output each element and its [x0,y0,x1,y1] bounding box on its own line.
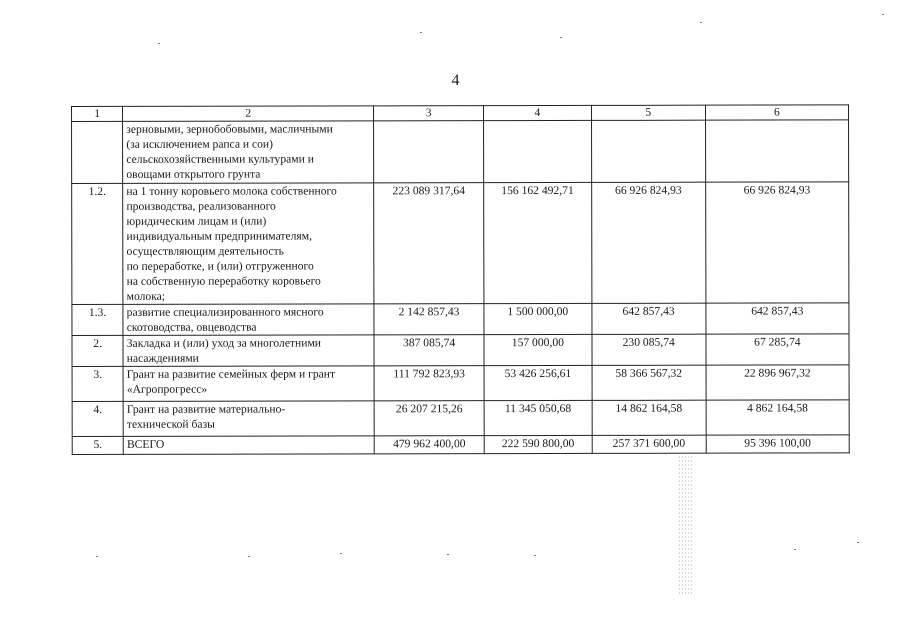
scan-speck [420,32,422,33]
row-value-col6: 66 926 824,93 [705,182,849,303]
header-col-2: 2 [123,106,374,122]
row-value-col4: 11 345 050,68 [484,400,592,435]
row-name-line: «Агропрогресс» [126,382,208,396]
page-number: 4 [451,72,460,89]
table-row [72,365,849,402]
row-name [123,183,374,305]
table-row [72,400,849,437]
row-number: 3. [72,366,123,401]
row-value-col4: 157 000,00 [484,334,592,365]
row-value-col3: 26 207 215,26 [374,401,484,436]
row-name-line: на 1 тонну коровьего молока собственного [126,184,337,198]
row-name [123,335,374,367]
scan-speck [248,556,250,557]
scan-speck [96,556,98,557]
row-value-col5: 642 857,43 [592,303,706,334]
row-value-col6 [705,120,848,182]
row-name [123,366,374,402]
row-value-col6: 67 285,74 [706,334,849,365]
row-value-col5: 66 926 824,93 [591,182,705,303]
scan-speck [340,553,342,554]
row-value-col4: 222 590 800,00 [484,435,592,453]
row-name-line: скотоводства, овцеводства [126,320,257,334]
row-name-line: развитие специализированного мясного [126,305,324,319]
table-row [72,334,849,367]
row-name-line: овощами открытого грунта [126,167,261,181]
table-row-total [72,435,849,455]
row-value-col3 [374,121,484,183]
scan-speck [158,43,160,44]
row-value-col5 [591,120,705,182]
row-number: 1.2. [72,183,123,304]
row-name [123,121,374,184]
row-name-line: ВСЕГО [126,437,165,451]
row-name-line: Закладка и (или) уход за многолетними [126,336,322,350]
row-value-col3: 479 962 400,00 [374,436,484,454]
row-name-line: сельскохозяйственными культурами и [126,152,314,166]
row-name-line: насаждениями [126,351,199,365]
row-name-line: (за исключением рапса и сои) [126,137,274,151]
row-name-line: индивидуальным предпринимателям, [126,229,312,243]
table-row [72,303,849,336]
row-name-line: по переработке, и (или) отгруженного [126,259,314,273]
row-value-col4 [484,120,592,182]
row-name-line: юридическим лицам и (или) [126,214,267,228]
row-value-col3: 223 089 317,64 [374,183,484,304]
row-value-col3: 2 142 857,43 [374,304,484,335]
scan-noise [678,455,692,595]
header-col-5: 5 [591,105,705,120]
row-name [123,401,374,437]
row-number: 1.3. [72,304,123,335]
scan-speck [857,542,859,543]
row-value-col4: 53 426 256,61 [484,365,592,400]
header-row [72,105,849,122]
header-col-3: 3 [374,106,484,121]
header-col-4: 4 [484,105,592,120]
table-body [72,120,850,455]
row-value-col4: 156 162 492,71 [484,182,592,303]
table-row [72,182,849,305]
row-value-col4: 1 500 000,00 [484,303,592,334]
row-value-col5: 14 862 164,58 [592,400,706,435]
row-value-col3: 387 085,74 [374,335,484,366]
row-name-line: зерновыми, зернобобовыми, масличными [126,122,333,136]
table-header [72,105,849,122]
table-row [72,120,849,184]
row-name-line: Грант на развитие материально- [126,402,286,416]
row-value-col6: 4 862 164,58 [706,400,849,435]
row-value-col6: 22 896 967,32 [706,365,849,400]
row-name-line: Грант на развитие семейных ферм и грант [126,367,336,381]
header-col-6: 6 [705,105,848,120]
row-name-line: производства, реализованного [126,199,276,213]
row-number: 5. [72,436,123,454]
scan-speck [560,37,562,38]
budget-table [71,104,850,455]
row-name-line: технической базы [126,417,215,431]
row-value-col5: 230 085,74 [592,334,706,365]
scan-speck [700,22,702,23]
row-value-col5: 257 371 600,00 [592,435,706,453]
row-name [123,436,374,455]
header-col-1: 1 [72,106,123,121]
row-value-col6: 642 857,43 [706,303,849,334]
scan-speck [534,555,536,556]
row-value-col6: 95 396 100,00 [706,435,849,453]
row-name [123,304,374,336]
row-name-line: на собственную переработку коровьего [126,274,321,288]
row-number: 2. [72,335,123,366]
scan-speck [794,549,796,550]
row-value-col5: 58 366 567,32 [592,365,706,400]
row-value-col3: 111 792 823,93 [374,366,484,401]
row-name-line: осуществляющим деятельность [126,244,284,258]
row-number [72,121,123,183]
scan-speck [447,554,449,555]
row-name-line: молока; [126,289,166,303]
row-number: 4. [72,401,123,436]
scan-speck [882,14,884,15]
